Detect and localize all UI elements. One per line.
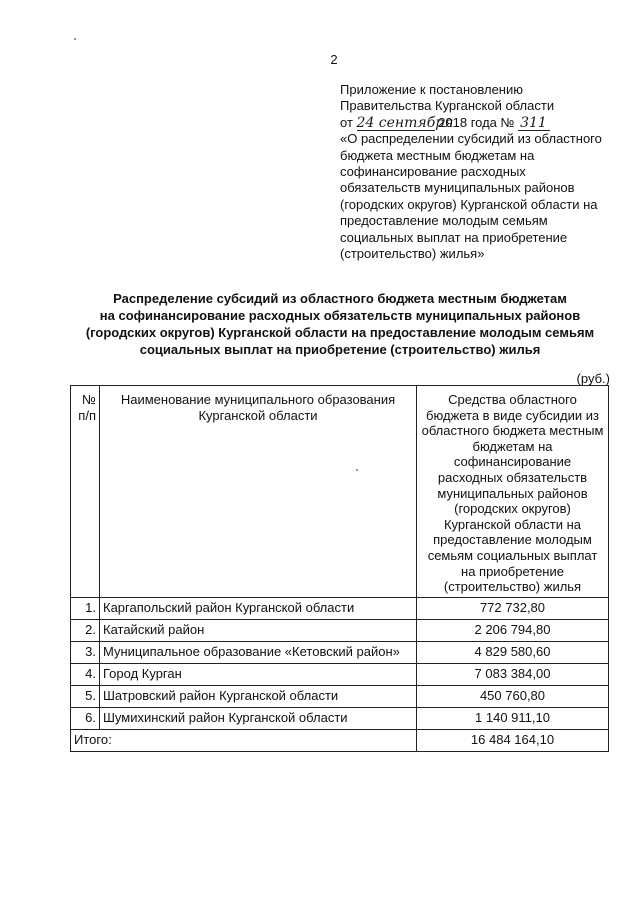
handwritten-date: 24 сентября <box>356 114 454 131</box>
table-row <box>71 663 609 685</box>
appendix-desc-line: (городских округов) Курганской области на <box>340 196 598 212</box>
row-amount: 450 760,80 <box>417 685 609 707</box>
row-amount: 2 206 794,80 <box>417 619 609 641</box>
year-text: 2018 года № <box>438 114 515 130</box>
total-amount: 16 484 164,10 <box>417 729 609 751</box>
row-num: 6. <box>71 707 100 729</box>
row-name: Муниципальное образование «Кетовский район» <box>100 641 417 663</box>
page-number: 2 <box>330 52 338 67</box>
date-prefix: от <box>340 114 353 130</box>
scan-speck <box>356 469 358 471</box>
table-row <box>71 597 609 619</box>
title-line: (городских округов) Курганской области на предоставление молодым семьям <box>85 325 595 340</box>
table-row <box>71 685 609 707</box>
row-num: 1. <box>71 597 100 619</box>
row-name: Катайский район <box>100 619 417 641</box>
header-num: № п/п <box>71 386 100 598</box>
title-line: социальных выплат на приобретение (строительство) жилья <box>139 342 541 357</box>
scan-speck <box>74 38 76 40</box>
row-amount: 4 829 580,60 <box>417 641 609 663</box>
appendix-desc-line: софинансирование расходных <box>340 164 526 180</box>
appendix-desc-line: «О распределении субсидий из областного <box>340 131 602 147</box>
appendix-desc-line: социальных выплат на приобретение <box>340 229 568 245</box>
appendix-desc-line: предоставление молодым семьям <box>340 213 548 229</box>
document-title <box>70 290 610 358</box>
table-row <box>71 707 609 729</box>
row-amount: 7 083 384,00 <box>417 663 609 685</box>
row-amount: 1 140 911,10 <box>417 707 609 729</box>
appendix-desc-line: обязательств муниципальных районов <box>340 180 575 196</box>
header-amount: Средства областного бюджета в виде субсидии из областного бюджета местным бюджетам на софинансирование расходных обязательств муниципальных районов (городских округов) Курганской области на предоставление молодым семьям социальных выплат на приобретение (строительство) жилья <box>417 386 609 598</box>
row-num: 5. <box>71 685 100 707</box>
subsidy-table <box>70 385 609 752</box>
row-name: Шатровский район Курганской области <box>100 685 417 707</box>
table-total-row <box>71 729 609 751</box>
row-num: 3. <box>71 641 100 663</box>
row-num: 4. <box>71 663 100 685</box>
units-label: (руб.) <box>576 371 610 386</box>
header-name: Наименование муниципального образования Курганской области <box>100 386 417 598</box>
appendix-header <box>340 82 620 262</box>
table-row <box>71 619 609 641</box>
appendix-desc-line: бюджета местным бюджетам на <box>340 147 535 163</box>
title-line: Распределение субсидий из областного бюджета местным бюджетам <box>113 291 567 306</box>
handwritten-number: 311 <box>518 117 550 131</box>
appendix-line-1: Приложение к постановлению <box>340 82 523 97</box>
row-name: Город Курган <box>100 663 417 685</box>
appendix-desc-line: (строительство) жилья» <box>340 246 485 262</box>
appendix-date-line <box>340 115 620 131</box>
row-name: Шумихинский район Курганской области <box>100 707 417 729</box>
appendix-line-2: Правительства Курганской области <box>340 98 555 114</box>
row-amount: 772 732,80 <box>417 597 609 619</box>
row-name: Каргапольский район Курганской области <box>100 597 417 619</box>
table-header-row <box>71 386 609 598</box>
row-num: 2. <box>71 619 100 641</box>
title-line: на софинансирование расходных обязательств муниципальных районов <box>99 308 581 323</box>
table-row <box>71 641 609 663</box>
total-label: Итого: <box>71 729 417 751</box>
